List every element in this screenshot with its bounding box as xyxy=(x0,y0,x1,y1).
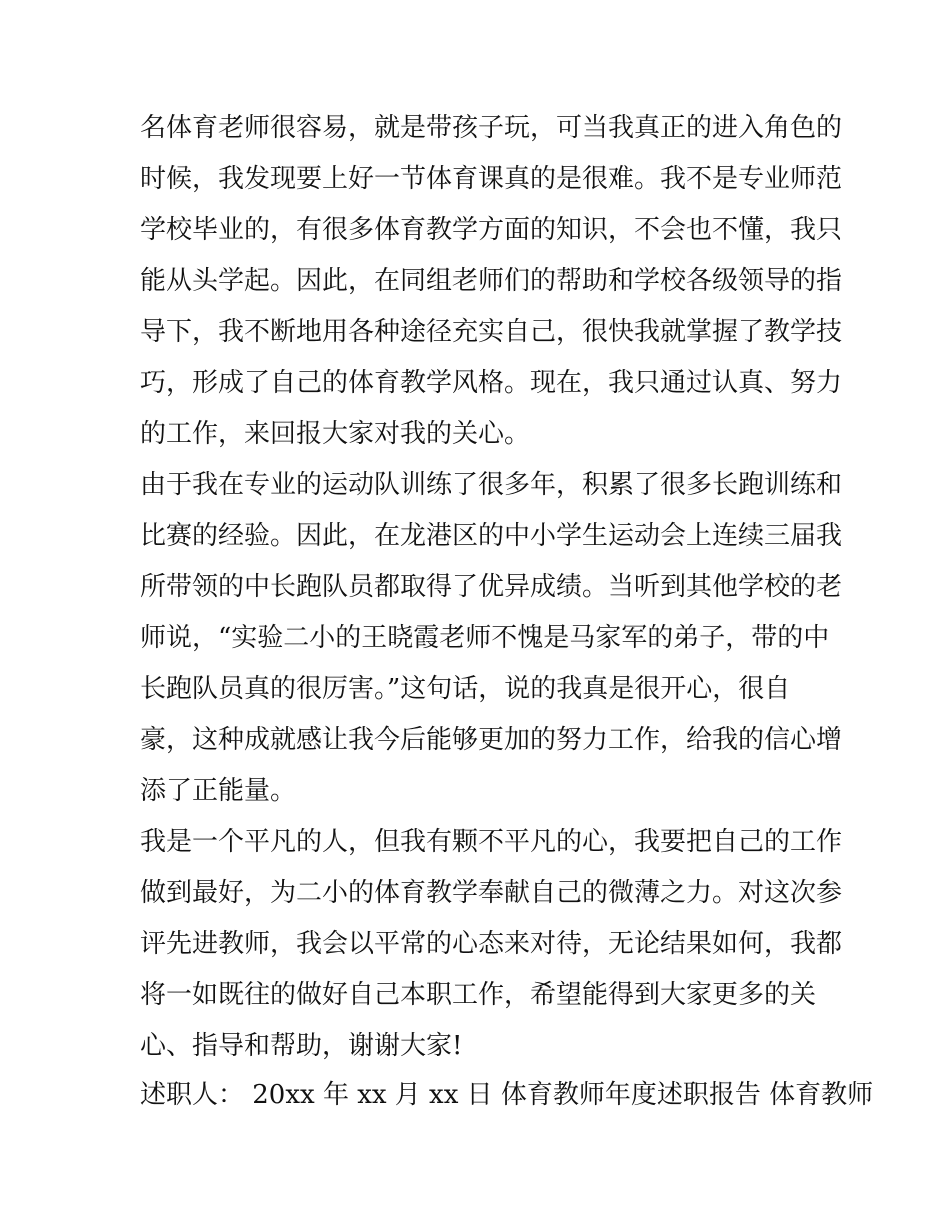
text-line: 所带领的中长跑队员都取得了优异成绩。当听到其他学校的老 xyxy=(140,572,843,602)
text-line: 由于我在专业的运动队训练了很多年，积累了很多长跑训练和 xyxy=(140,470,843,500)
text-line: 能从头学起。因此，在同组老师们的帮助和学校各级领导的指 xyxy=(140,266,843,296)
text-line: 将一如既往的做好自己本职工作，希望能得到大家更多的关 xyxy=(140,980,817,1010)
text-line: 时候，我发现要上好一节体育课真的是很难。我不是专业师范 xyxy=(140,164,843,194)
text-line: 心、指导和帮助，谢谢大家! xyxy=(140,1031,463,1061)
text-line: 比赛的经验。因此，在龙港区的中小学生运动会上连续三届我 xyxy=(140,521,843,551)
text-line: 豪，这种成就感让我今后能够更加的努力工作，给我的信心增 xyxy=(140,725,843,755)
text-line: 师说，“实验二小的王晓霞老师不愧是马家军的弟子，带的中 xyxy=(140,623,830,653)
text-line: 做到最好，为二小的体育教学奉献自己的微薄之力。对这次参 xyxy=(140,878,843,908)
text-line: 评先进教师，我会以平常的心态来对待，无论结果如何，我都 xyxy=(140,929,843,959)
text-line: 导下，我不断地用各种途径充实自己，很快我就掌握了教学技 xyxy=(140,317,843,347)
text-line: 巧，形成了自己的体育教学风格。现在，我只通过认真、努力 xyxy=(140,368,843,398)
text-line: 的工作，来回报大家对我的关心。 xyxy=(140,419,531,449)
text-line: 学校毕业的，有很多体育教学方面的知识，不会也不懂，我只 xyxy=(140,215,843,245)
signature-line: 述职人： 20xx 年 xx 月 xx 日 体育教师年度述职报告 体育教师 xyxy=(140,1080,874,1110)
text-line: 我是一个平凡的人，但我有颗不平凡的心，我要把自己的工作 xyxy=(140,827,843,857)
text-line: 添了正能量。 xyxy=(140,776,297,806)
text-line: 长跑队员真的很厉害。”这句话，说的我真是很开心，很自 xyxy=(140,674,791,704)
text-line: 名体育老师很容易，就是带孩子玩，可当我真正的进入角色的 xyxy=(140,113,843,143)
